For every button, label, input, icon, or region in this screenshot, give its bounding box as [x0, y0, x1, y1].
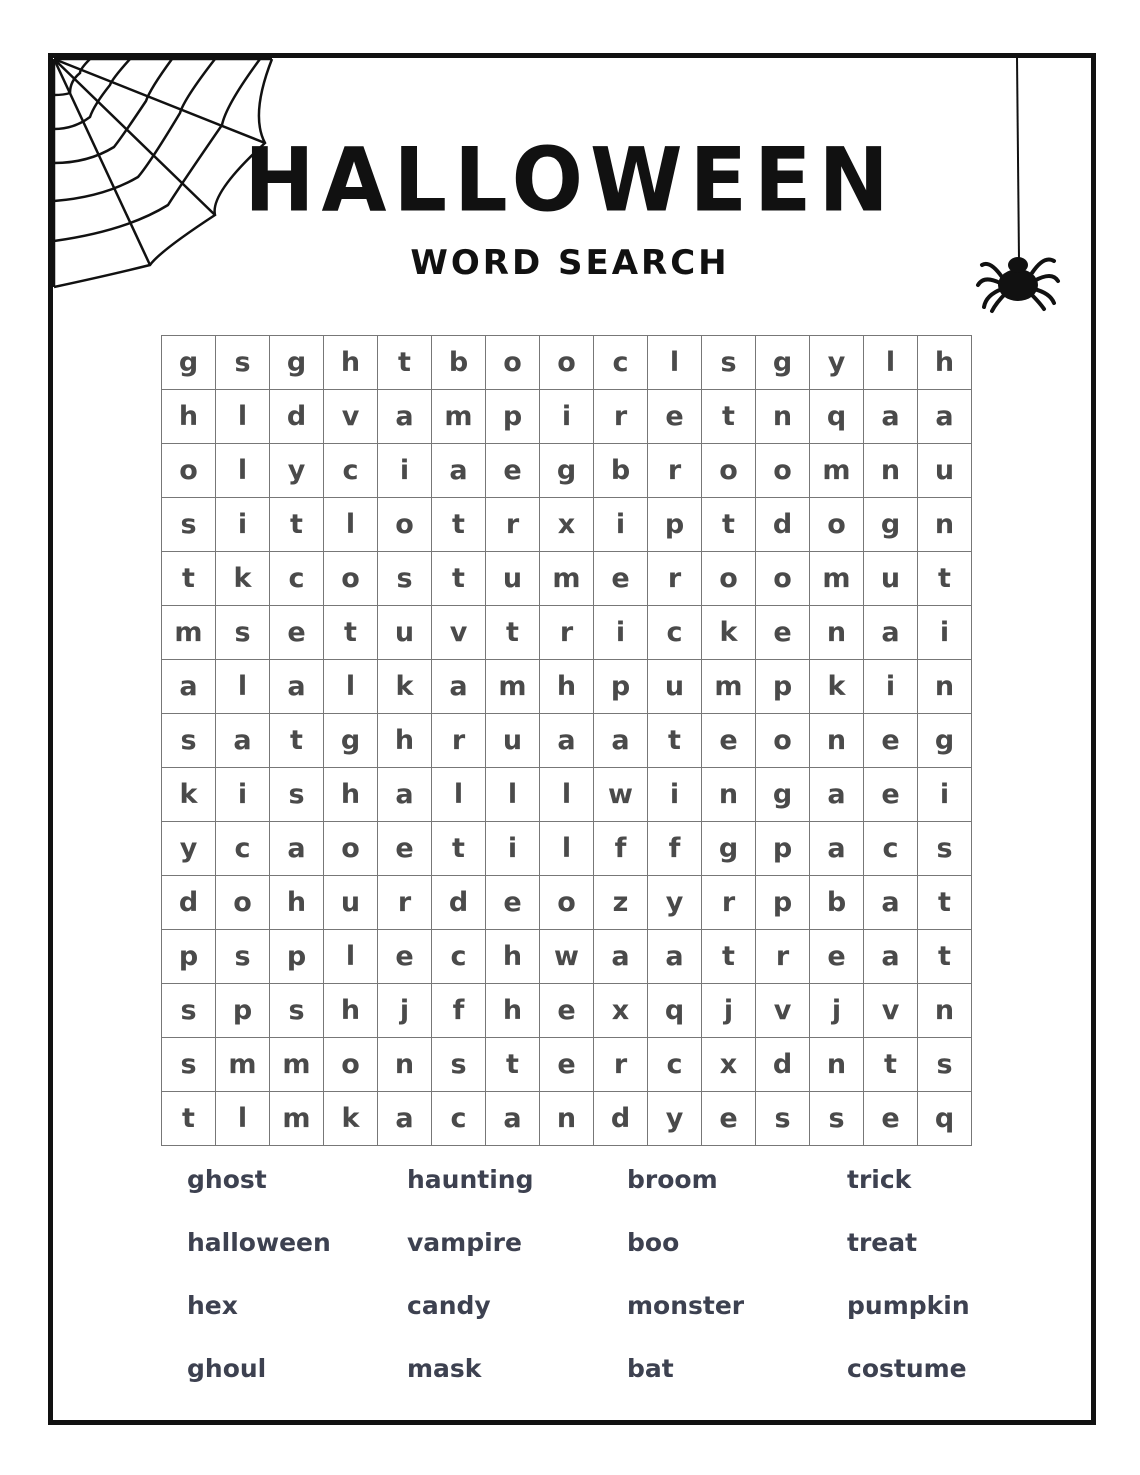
grid-cell: s: [702, 336, 756, 390]
grid-cell: o: [378, 498, 432, 552]
grid-cell: a: [540, 714, 594, 768]
grid-cell: t: [702, 930, 756, 984]
grid-cell: i: [486, 822, 540, 876]
word-list-item: bat: [627, 1354, 674, 1383]
grid-cell: a: [378, 768, 432, 822]
grid-cell: e: [486, 876, 540, 930]
page-title: HALLOWEEN: [244, 128, 896, 232]
grid-cell: f: [648, 822, 702, 876]
grid-cell: s: [810, 1092, 864, 1146]
grid-cell: o: [216, 876, 270, 930]
grid-cell: j: [378, 984, 432, 1038]
word-list: [187, 1160, 1067, 1412]
grid-cell: k: [378, 660, 432, 714]
grid-cell: a: [378, 390, 432, 444]
grid-cell: t: [486, 1038, 540, 1092]
grid-cell: i: [918, 606, 972, 660]
grid-cell: g: [918, 714, 972, 768]
grid-cell: k: [324, 1092, 378, 1146]
grid-cell: d: [756, 1038, 810, 1092]
word-list-item: mask: [407, 1354, 482, 1383]
grid-cell: d: [162, 876, 216, 930]
grid-cell: j: [702, 984, 756, 1038]
grid-cell: a: [270, 660, 324, 714]
grid-cell: p: [270, 930, 324, 984]
grid-cell: p: [216, 984, 270, 1038]
grid-cell: f: [594, 822, 648, 876]
grid-cell: r: [540, 606, 594, 660]
grid-cell: a: [864, 606, 918, 660]
word-list-item: boo: [627, 1228, 680, 1257]
grid-cell: n: [810, 1038, 864, 1092]
grid-cell: l: [540, 768, 594, 822]
grid-cell: b: [810, 876, 864, 930]
grid-cell: n: [918, 984, 972, 1038]
grid-cell: e: [378, 930, 432, 984]
grid-cell: a: [648, 930, 702, 984]
grid-cell: s: [216, 336, 270, 390]
grid-cell: t: [648, 714, 702, 768]
grid-cell: g: [756, 768, 810, 822]
grid-cell: o: [324, 552, 378, 606]
grid-cell: c: [324, 444, 378, 498]
grid-cell: m: [432, 390, 486, 444]
grid-cell: m: [702, 660, 756, 714]
grid-cell: r: [594, 1038, 648, 1092]
grid-cell: t: [162, 1092, 216, 1146]
grid-cell: h: [324, 768, 378, 822]
grid-cell: h: [270, 876, 324, 930]
grid-cell: n: [540, 1092, 594, 1146]
grid-cell: e: [864, 768, 918, 822]
grid-cell: p: [648, 498, 702, 552]
grid-cell: d: [270, 390, 324, 444]
grid-cell: e: [702, 1092, 756, 1146]
grid-cell: o: [756, 714, 810, 768]
grid-cell: v: [324, 390, 378, 444]
grid-cell: r: [378, 876, 432, 930]
grid-cell: h: [918, 336, 972, 390]
grid-cell: r: [648, 444, 702, 498]
grid-cell: o: [756, 444, 810, 498]
grid-cell: r: [648, 552, 702, 606]
grid-cell: h: [486, 984, 540, 1038]
grid-cell: y: [648, 876, 702, 930]
grid-cell: u: [378, 606, 432, 660]
grid-cell: p: [594, 660, 648, 714]
grid-cell: e: [378, 822, 432, 876]
grid-cell: d: [756, 498, 810, 552]
grid-cell: r: [432, 714, 486, 768]
grid-cell: c: [216, 822, 270, 876]
grid-cell: g: [702, 822, 756, 876]
grid-cell: a: [918, 390, 972, 444]
grid-cell: l: [216, 444, 270, 498]
grid-cell: u: [918, 444, 972, 498]
page-subtitle: WORD SEARCH: [410, 243, 730, 283]
word-list-item: trick: [847, 1165, 912, 1194]
grid-cell: l: [324, 498, 378, 552]
grid-cell: t: [432, 822, 486, 876]
grid-cell: o: [324, 1038, 378, 1092]
grid-cell: h: [378, 714, 432, 768]
grid-cell: t: [378, 336, 432, 390]
grid-cell: p: [756, 822, 810, 876]
grid-cell: e: [648, 390, 702, 444]
grid-cell: a: [864, 930, 918, 984]
grid-cell: d: [432, 876, 486, 930]
grid-cell: q: [918, 1092, 972, 1146]
grid-cell: h: [324, 336, 378, 390]
grid-cell: g: [270, 336, 324, 390]
grid-cell: p: [486, 390, 540, 444]
grid-cell: p: [756, 876, 810, 930]
grid-cell: a: [432, 444, 486, 498]
grid-cell: m: [270, 1092, 324, 1146]
grid-cell: a: [594, 930, 648, 984]
grid-cell: t: [432, 552, 486, 606]
grid-cell: s: [216, 606, 270, 660]
grid-cell: t: [702, 390, 756, 444]
grid-cell: t: [270, 498, 324, 552]
grid-cell: t: [918, 876, 972, 930]
grid-cell: f: [432, 984, 486, 1038]
grid-cell: s: [216, 930, 270, 984]
grid-cell: p: [756, 660, 810, 714]
word-list-item: candy: [407, 1291, 491, 1320]
grid-cell: z: [594, 876, 648, 930]
grid-cell: l: [864, 336, 918, 390]
grid-cell: a: [864, 390, 918, 444]
grid-cell: y: [810, 336, 864, 390]
grid-cell: l: [648, 336, 702, 390]
grid-cell: m: [810, 552, 864, 606]
grid-cell: i: [216, 768, 270, 822]
grid-cell: e: [270, 606, 324, 660]
grid-cell: g: [324, 714, 378, 768]
grid-cell: g: [864, 498, 918, 552]
grid-cell: o: [324, 822, 378, 876]
grid-cell: o: [162, 444, 216, 498]
grid-cell: u: [648, 660, 702, 714]
grid-cell: t: [918, 930, 972, 984]
grid-cell: b: [432, 336, 486, 390]
grid-cell: e: [702, 714, 756, 768]
grid-cell: s: [270, 768, 324, 822]
grid-cell: n: [810, 606, 864, 660]
grid-cell: c: [648, 606, 702, 660]
grid-cell: l: [216, 1092, 270, 1146]
word-list-item: halloween: [187, 1228, 331, 1257]
grid-cell: t: [702, 498, 756, 552]
grid-cell: t: [324, 606, 378, 660]
grid-cell: o: [756, 552, 810, 606]
grid-cell: x: [540, 498, 594, 552]
grid-cell: h: [486, 930, 540, 984]
grid-cell: g: [162, 336, 216, 390]
grid-cell: l: [216, 390, 270, 444]
grid-cell: a: [486, 1092, 540, 1146]
grid-cell: m: [216, 1038, 270, 1092]
grid-cell: k: [810, 660, 864, 714]
grid-cell: y: [270, 444, 324, 498]
grid-cell: x: [594, 984, 648, 1038]
grid-cell: t: [432, 498, 486, 552]
word-list-item: broom: [627, 1165, 718, 1194]
grid-cell: g: [756, 336, 810, 390]
grid-cell: n: [918, 498, 972, 552]
grid-cell: v: [864, 984, 918, 1038]
grid-cell: h: [162, 390, 216, 444]
grid-cell: k: [216, 552, 270, 606]
grid-cell: c: [864, 822, 918, 876]
grid-cell: w: [540, 930, 594, 984]
grid-cell: v: [756, 984, 810, 1038]
letter-grid: [161, 335, 972, 1146]
grid-cell: m: [540, 552, 594, 606]
grid-cell: y: [162, 822, 216, 876]
grid-cell: e: [864, 1092, 918, 1146]
grid-cell: u: [324, 876, 378, 930]
grid-cell: k: [162, 768, 216, 822]
grid-cell: t: [486, 606, 540, 660]
grid-cell: s: [378, 552, 432, 606]
grid-cell: a: [162, 660, 216, 714]
grid-cell: r: [756, 930, 810, 984]
word-list-item: monster: [627, 1291, 745, 1320]
grid-cell: n: [864, 444, 918, 498]
grid-cell: a: [216, 714, 270, 768]
grid-cell: a: [270, 822, 324, 876]
grid-cell: t: [918, 552, 972, 606]
grid-cell: n: [918, 660, 972, 714]
grid-cell: n: [702, 768, 756, 822]
grid-cell: a: [864, 876, 918, 930]
grid-cell: q: [810, 390, 864, 444]
grid-cell: e: [594, 552, 648, 606]
grid-cell: e: [540, 984, 594, 1038]
grid-cell: b: [594, 444, 648, 498]
grid-cell: d: [594, 1092, 648, 1146]
grid-cell: i: [648, 768, 702, 822]
grid-cell: s: [162, 714, 216, 768]
word-list-item: pumpkin: [847, 1291, 970, 1320]
word-list-item: hex: [187, 1291, 238, 1320]
grid-cell: o: [702, 444, 756, 498]
grid-cell: a: [594, 714, 648, 768]
grid-cell: s: [918, 1038, 972, 1092]
grid-cell: i: [594, 606, 648, 660]
grid-cell: e: [756, 606, 810, 660]
grid-cell: o: [540, 336, 594, 390]
grid-cell: e: [540, 1038, 594, 1092]
grid-cell: m: [162, 606, 216, 660]
grid-cell: m: [810, 444, 864, 498]
word-list-item: haunting: [407, 1165, 534, 1194]
grid-cell: a: [432, 660, 486, 714]
grid-cell: p: [162, 930, 216, 984]
grid-cell: o: [810, 498, 864, 552]
grid-cell: s: [756, 1092, 810, 1146]
grid-cell: e: [486, 444, 540, 498]
word-list-item: costume: [847, 1354, 967, 1383]
grid-cell: a: [810, 768, 864, 822]
grid-cell: o: [486, 336, 540, 390]
grid-cell: i: [216, 498, 270, 552]
grid-cell: s: [918, 822, 972, 876]
grid-cell: c: [270, 552, 324, 606]
grid-cell: h: [540, 660, 594, 714]
grid-cell: i: [864, 660, 918, 714]
grid-cell: l: [324, 930, 378, 984]
grid-cell: a: [378, 1092, 432, 1146]
grid-cell: u: [486, 552, 540, 606]
grid-cell: o: [540, 876, 594, 930]
grid-cell: s: [162, 984, 216, 1038]
word-list-item: ghost: [187, 1165, 267, 1194]
grid-cell: t: [270, 714, 324, 768]
grid-cell: l: [324, 660, 378, 714]
grid-cell: i: [918, 768, 972, 822]
grid-cell: o: [702, 552, 756, 606]
grid-cell: a: [810, 822, 864, 876]
grid-cell: c: [648, 1038, 702, 1092]
grid-cell: y: [648, 1092, 702, 1146]
grid-cell: n: [756, 390, 810, 444]
grid-cell: l: [540, 822, 594, 876]
grid-cell: l: [432, 768, 486, 822]
grid-cell: w: [594, 768, 648, 822]
grid-cell: m: [270, 1038, 324, 1092]
grid-cell: n: [378, 1038, 432, 1092]
grid-cell: h: [324, 984, 378, 1038]
grid-cell: s: [162, 498, 216, 552]
grid-cell: c: [432, 930, 486, 984]
grid-cell: r: [594, 390, 648, 444]
grid-cell: g: [540, 444, 594, 498]
grid-cell: s: [162, 1038, 216, 1092]
grid-cell: n: [810, 714, 864, 768]
grid-cell: s: [432, 1038, 486, 1092]
grid-cell: i: [378, 444, 432, 498]
grid-cell: i: [594, 498, 648, 552]
grid-cell: c: [432, 1092, 486, 1146]
grid-cell: s: [270, 984, 324, 1038]
word-list-item: treat: [847, 1228, 918, 1257]
word-list-item: vampire: [407, 1228, 522, 1257]
grid-cell: i: [540, 390, 594, 444]
grid-cell: e: [864, 714, 918, 768]
word-list-item: ghoul: [187, 1354, 267, 1383]
grid-cell: l: [216, 660, 270, 714]
grid-cell: c: [594, 336, 648, 390]
grid-cell: t: [864, 1038, 918, 1092]
grid-cell: v: [432, 606, 486, 660]
grid-cell: m: [486, 660, 540, 714]
grid-cell: r: [486, 498, 540, 552]
grid-cell: t: [162, 552, 216, 606]
grid-cell: j: [810, 984, 864, 1038]
grid-cell: x: [702, 1038, 756, 1092]
grid-cell: k: [702, 606, 756, 660]
grid-cell: q: [648, 984, 702, 1038]
grid-cell: e: [810, 930, 864, 984]
grid-cell: u: [864, 552, 918, 606]
grid-cell: u: [486, 714, 540, 768]
grid-cell: r: [702, 876, 756, 930]
grid-cell: l: [486, 768, 540, 822]
